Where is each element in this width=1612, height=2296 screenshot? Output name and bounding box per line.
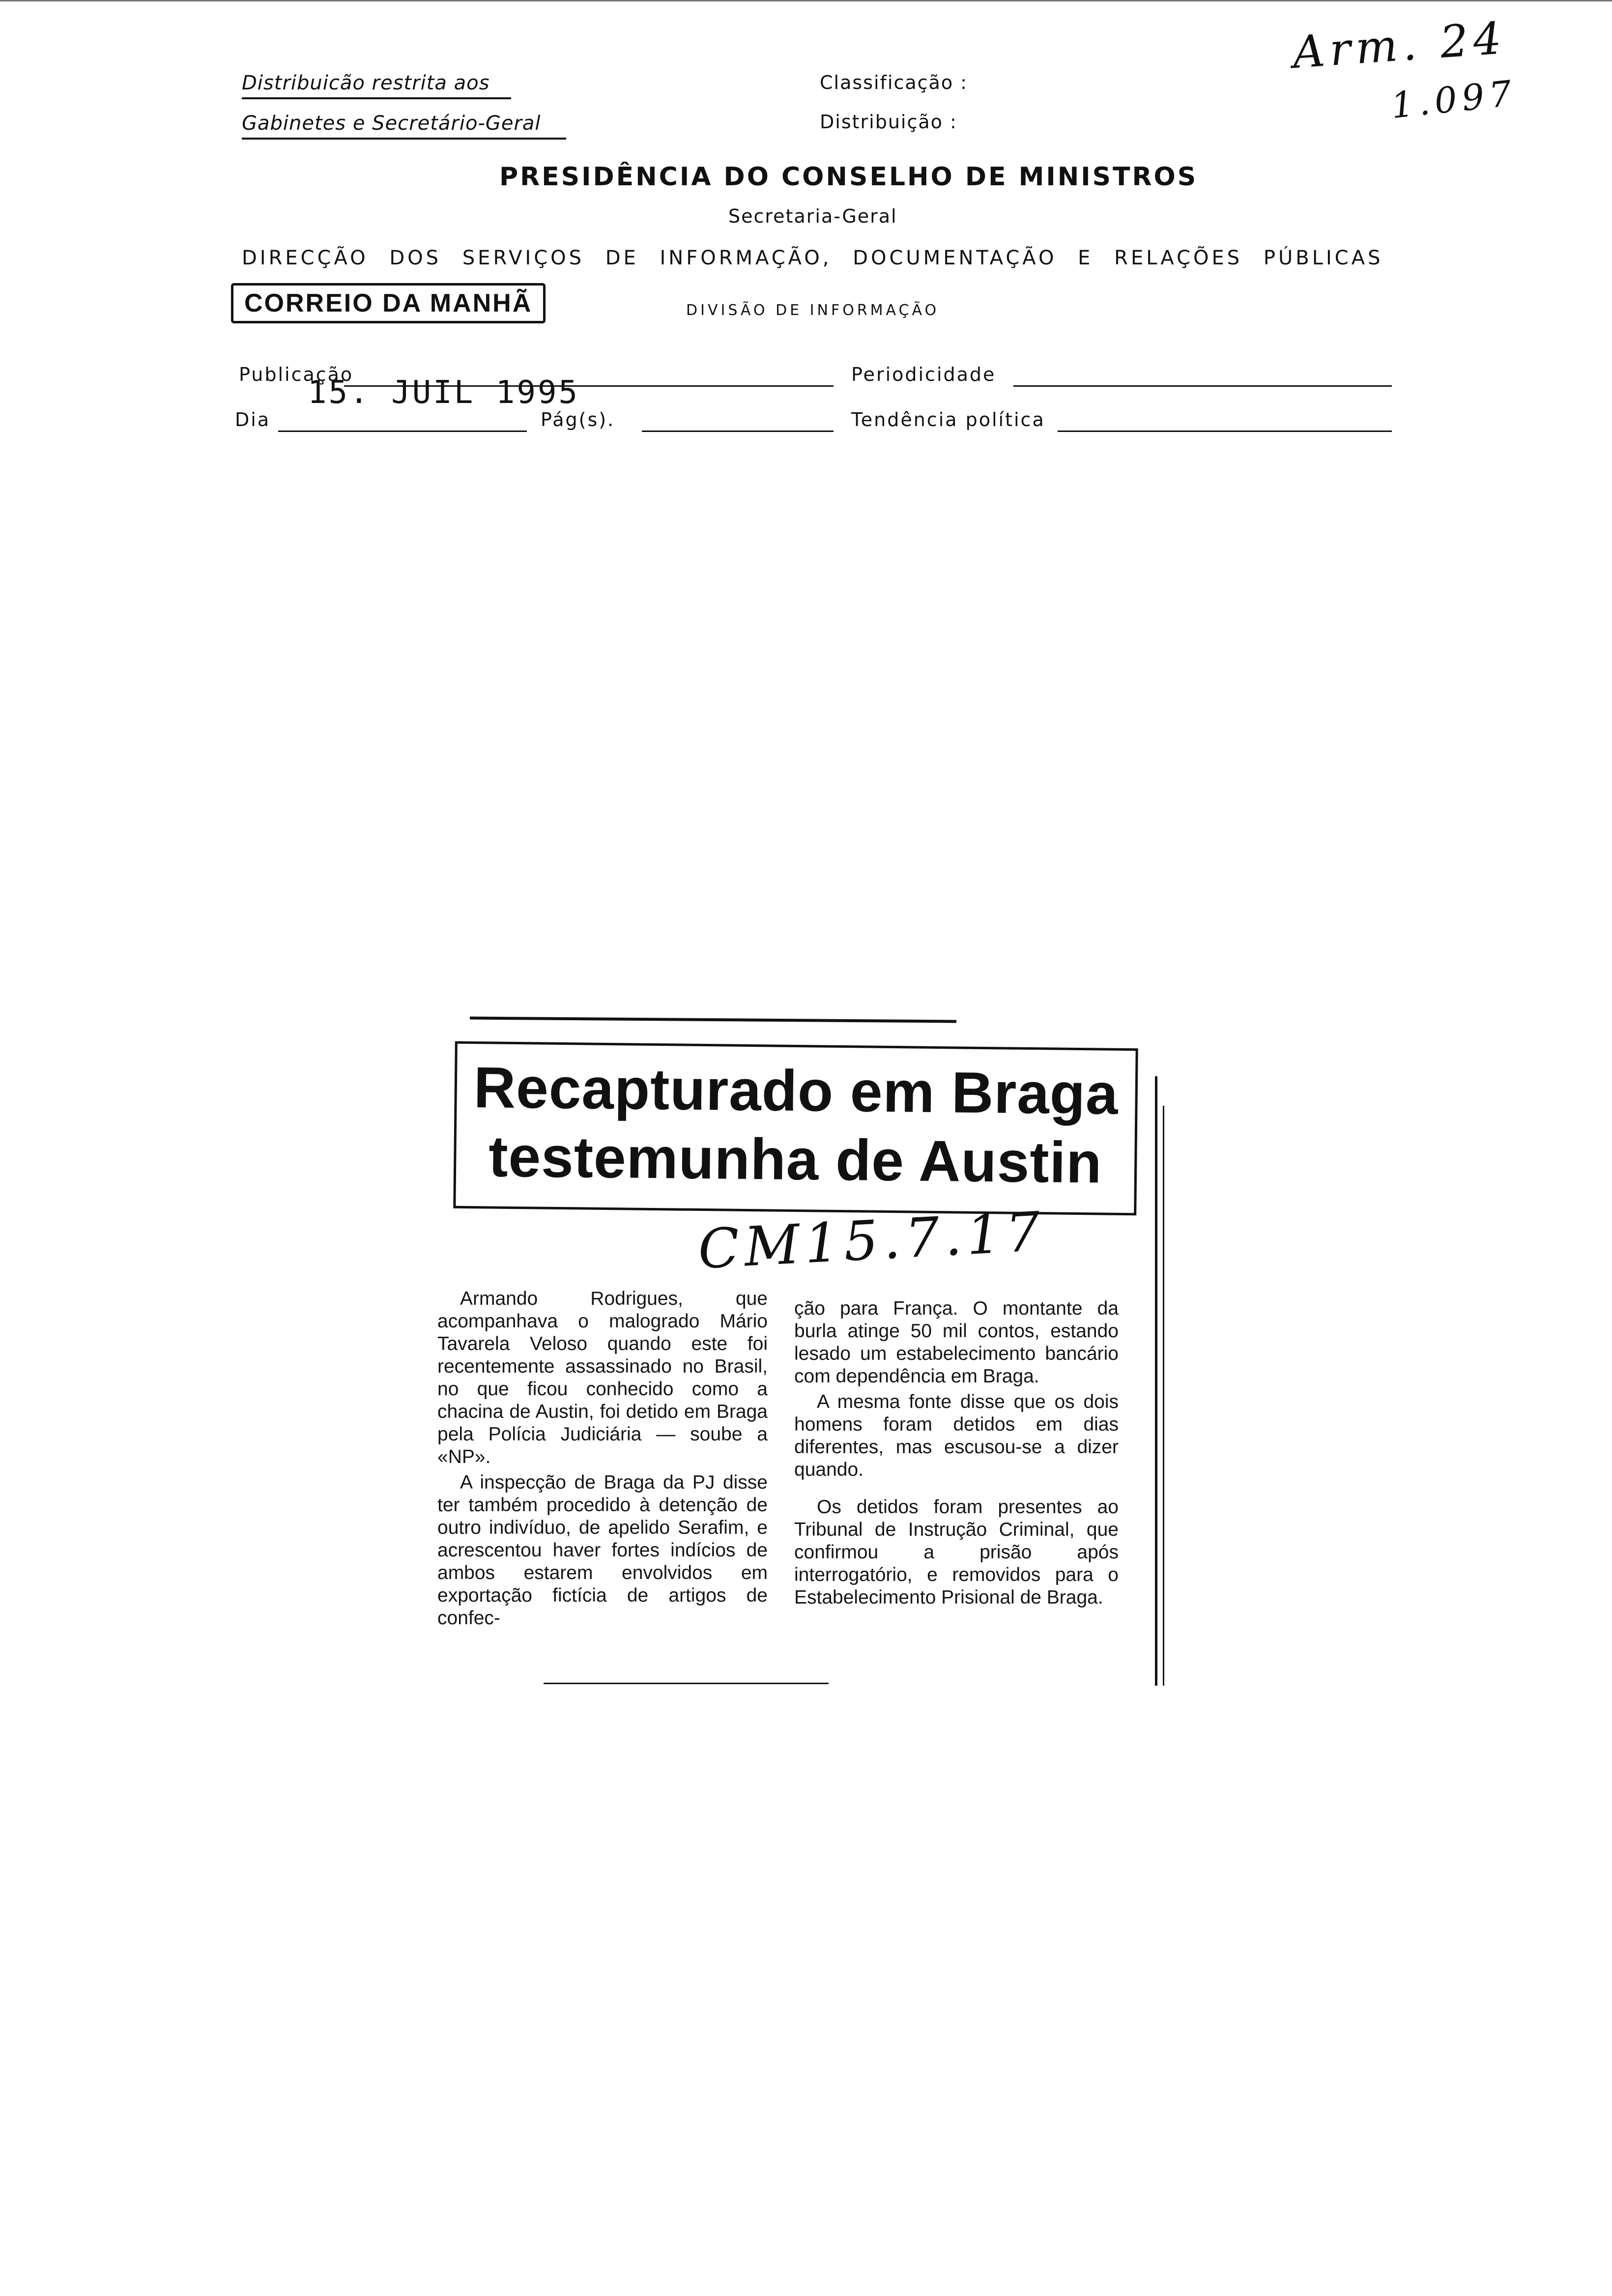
article-left-column [437, 1288, 768, 1633]
distribution-note-line2: Gabinetes e Secretário-Geral [242, 112, 566, 140]
clipping-right-vertical-rule-outer [1163, 1106, 1164, 1686]
dia-field-line [278, 430, 527, 432]
classificacao-label: Classificação : [820, 72, 968, 93]
page-subtitle: Secretaria-Geral [728, 205, 897, 227]
headline-box [453, 1041, 1138, 1216]
pags-label: Pág(s). [541, 409, 615, 430]
periodicidade-label: Periodicidade [851, 364, 996, 385]
clipping-right-vertical-rule [1155, 1076, 1157, 1686]
article-paragraph: A inspecção de Braga da PJ disse ter também procedido à detenção de outro indivíduo, de apelido Serafim, e acrescentou haver fortes indícios de ambos estarem envolvidos em exportação fictícia de artigos de confec- [437, 1472, 768, 1629]
clipping-bottom-rule [544, 1683, 829, 1684]
tendencia-field-line [1058, 430, 1392, 432]
scan-edge-line [0, 0, 1612, 1]
divisao-label: DIVISÃO DE INFORMAÇÃO [686, 302, 940, 319]
handwritten-archive-reference: Arm. 24 [1291, 12, 1508, 79]
article-paragraph: A mesma fonte disse que os dois homens foram detidos em dias diferentes, mas escusou-se a dizer quando. [794, 1391, 1119, 1480]
tendencia-label: Tendência política [851, 409, 1045, 430]
date-stamp: 15. JUIL 1995 [308, 374, 579, 411]
dia-label: Dia [235, 409, 271, 430]
clipping-handwritten-reference: CM15.7.17 [696, 1200, 1047, 1281]
distribuicao-label: Distribuição : [820, 111, 957, 133]
headline-line1: Recapturado em Braga [473, 1055, 1119, 1127]
direccao-line: DIRECÇÃO DOS SERVIÇOS DE INFORMAÇÃO, DOCUMENTAÇÃO E RELAÇÕES PÚBLICAS [242, 247, 1383, 269]
headline-line2: testemunha de Austin [488, 1124, 1103, 1196]
distribution-note-line1: Distribuicão restrita aos [242, 72, 511, 99]
article-right-column [794, 1297, 1119, 1612]
pags-field-line [642, 430, 834, 432]
page-title: PRESIDÊNCIA DO CONSELHO DE MINISTROS [499, 162, 1198, 192]
article-paragraph: Os detidos foram presentes ao Tribunal de Instrução Criminal, que confirmou a prisão após interrogatório, e removidos para o Estabelecimento Prisional de Braga. [794, 1496, 1119, 1608]
clipping-top-rule [470, 1017, 956, 1023]
article-paragraph: Armando Rodrigues, que acompanhava o malogrado Mário Tavarela Veloso quando este foi recentemente assassinado no Brasil, no que ficou conhecido como a chacina de Austin, foi detido em Braga pela Polícia Judiciária — soube a «NP». [437, 1288, 768, 1467]
publicacao-label: Publicação [239, 364, 354, 385]
periodicidade-field-line [1013, 385, 1392, 387]
publication-stamp: CORREIO DA MANHÃ [231, 283, 546, 323]
handwritten-archive-number: 1.097 [1389, 72, 1519, 127]
article-paragraph: ção para França. O montante da burla atinge 50 mil contos, estando lesado um estabelecimento bancário com dependência em Braga. [794, 1298, 1119, 1387]
